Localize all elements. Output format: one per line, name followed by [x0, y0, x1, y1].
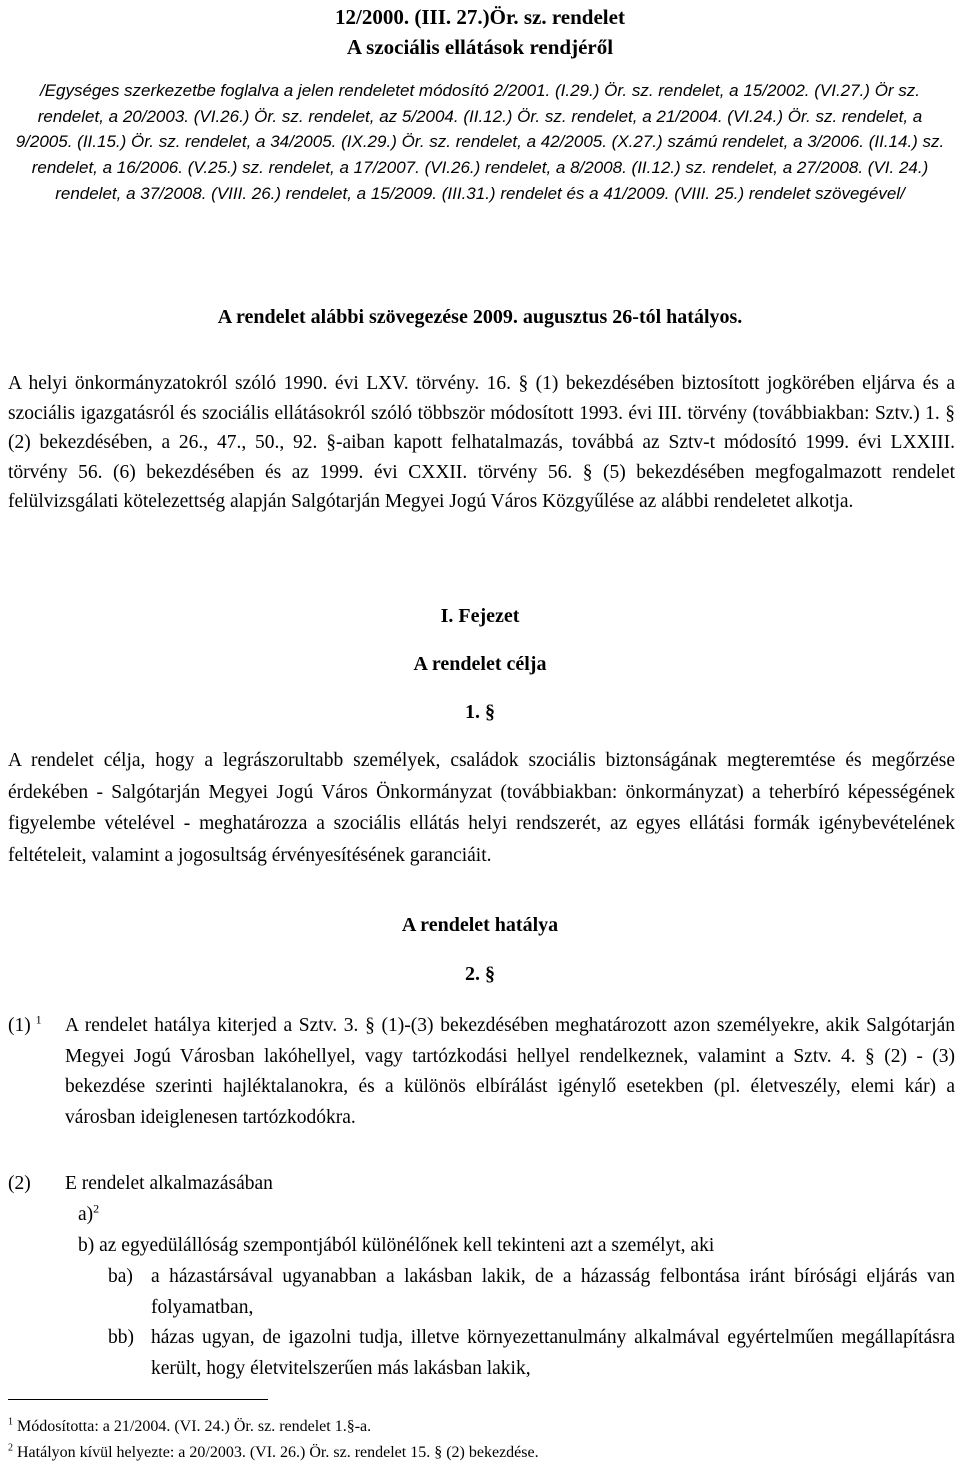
chapter-subtitle: A rendelet célja [413, 653, 547, 675]
footnote-ref-2: 2 [93, 1201, 100, 1216]
section-2-paragraph-1 [8, 1011, 955, 1133]
item-ba [108, 1262, 955, 1323]
amendments-note: /Egységes szerkezetbe foglalva a jelen rendeletet módosító 2/2001. (I.29.) Ör. sz. rendelet, a 15/2002. (VI.27.) Ör sz. rendelet, a 20/2003. (VI.26.) Ör. sz. rendelet, az 5/2004. (II.12.) Ör. sz. rendelet, a 21/2004. (VI.24.) Ör. sz. rendelet, a 9/2005. (II.15.) Ör. sz. rendelet, a 34/2005. (IX.29.) Ör. sz. rendelet, a 42/2005. (X.27.) számú rendelet, a 3/2006. (II.14.) sz. rendelet, a 16/2006. (V.25.) sz. rendelet, a 17/2007. (VI.26.) rendelet, a 8/2008. (II.12.) sz. rendelet, a 27/2008. (VI. 24.) rendelet, a 37/2008. (VIII. 26.) rendelet, a 15/2009. (III.31.) rendelet és a 41/2009. (VIII. 25.) rendelet szövegével/ [15, 81, 945, 203]
item-b-text: az egyedülállóság szempontjából különélőnek kell tekinteni azt a személyt, aki [99, 1235, 715, 1256]
footnote-1: $^1$ Módosította: a 21/2004. (VI. 24.) Ör. sz. rendelet 1.§-a. [8, 1416, 372, 1435]
paragraph-2-text: E rendelet alkalmazásában [65, 1173, 273, 1194]
regulation-title: A szociális ellátások rendjéről [346, 35, 614, 59]
item-ba-text: a házastársával ugyanabban a lakásban lakik, de a házasság felbontása iránt bírósági eljárás van folyamatban, [151, 1266, 955, 1318]
section-2-paragraph-2 [8, 1169, 955, 1200]
section-1-heading: 1. § [465, 701, 495, 723]
section-2-heading: 2. § [465, 963, 495, 985]
item-a: a)$^2$ [78, 1201, 100, 1225]
regulation-number: 12/2000. (III. 27.)Ör. sz. rendelet [335, 5, 625, 29]
item-bb [108, 1323, 955, 1384]
footnote-ref-1: 1 [35, 1012, 42, 1027]
chapter-heading: I. Fejezet [440, 605, 520, 627]
item-ba-label: ba) [108, 1266, 133, 1287]
section-1-text: A rendelet célja, hogy a legrászorultabb személyek, családok szociális biztonságának megteremtése és megőrzése érdekében - Salgótarján Megyei Jogú Város Önkormányzat (továbbiakban: önkormányzat) a teherbíró képességének figyelembe vételével - meghatározza a szociális ellátás helyi rendszerét, az egyes ellátási formák igénybevételének feltételeit, valamint a jogosultság érvényesítésének garanciáit. [8, 750, 955, 866]
effective-date-note: A rendelet alábbi szövegezése 2009. augusztus 26-tól hatályos. [217, 306, 743, 328]
footnote-2: $^2$ Hatályon kívül helyezte: a 20/2003. (VI. 26.) Ör. sz. rendelet 15. § (2) bekezdése. [8, 1442, 539, 1461]
paragraph-number: (2) [8, 1173, 31, 1194]
paragraph-1-text: A rendelet hatálya kiterjed a Sztv. 3. § (1)-(3) bekezdésében meghatározott azon személyekre, akik Salgótarján Megyei Jogú Városban lakóhellyel, vagy tartózkodási hellyel rendelkeznek, valamint a Sztv. 4. § (2) - (3) bekezdése szerinti hajléktalanokra, és a különös elbírálást igénylő esetekben (pl. életveszély, elemi kár) a városban ideiglenesen tartózkodókra. [65, 1015, 955, 1128]
item-bb-label: bb) [108, 1327, 134, 1348]
preamble-paragraph: A helyi önkormányzatokról szóló 1990. évi LXV. törvény. 16. § (1) bekezdésében biztosított jogkörében eljárva és a szociális igazgatásról és szociális ellátásokról szóló többször módosított 1993. évi III. törvény (továbbiakban: Sztv.) 1. § (2) bekezdésében, a 26., 47., 50., 92. §-aiban kapott felhatalmazás, továbbá az Sztv-t módosító 1999. évi LXXIII. törvény 56. (6) bekezdésében és az 1999. évi CXXII. törvény 56. § (5) bekezdésében megfogalmazott rendelet felülvizsgálati kötelezettség alapján Salgótarján Megyei Jogú Város Közgyűlése az alábbi rendeletet alkotja. [8, 373, 955, 512]
footnote-divider [8, 1399, 268, 1400]
paragraph-number: (1) $^1$ [8, 1012, 42, 1036]
scope-heading: A rendelet hatálya [401, 914, 559, 936]
item-b [78, 1231, 955, 1262]
item-b-label: b) [78, 1235, 95, 1256]
item-bb-text: házas ugyan, de igazolni tudja, illetve környezettanulmány alkalmával egyértelműen megállapításra került, hogy életvitelszerűen más lakásban lakik, [151, 1327, 955, 1379]
